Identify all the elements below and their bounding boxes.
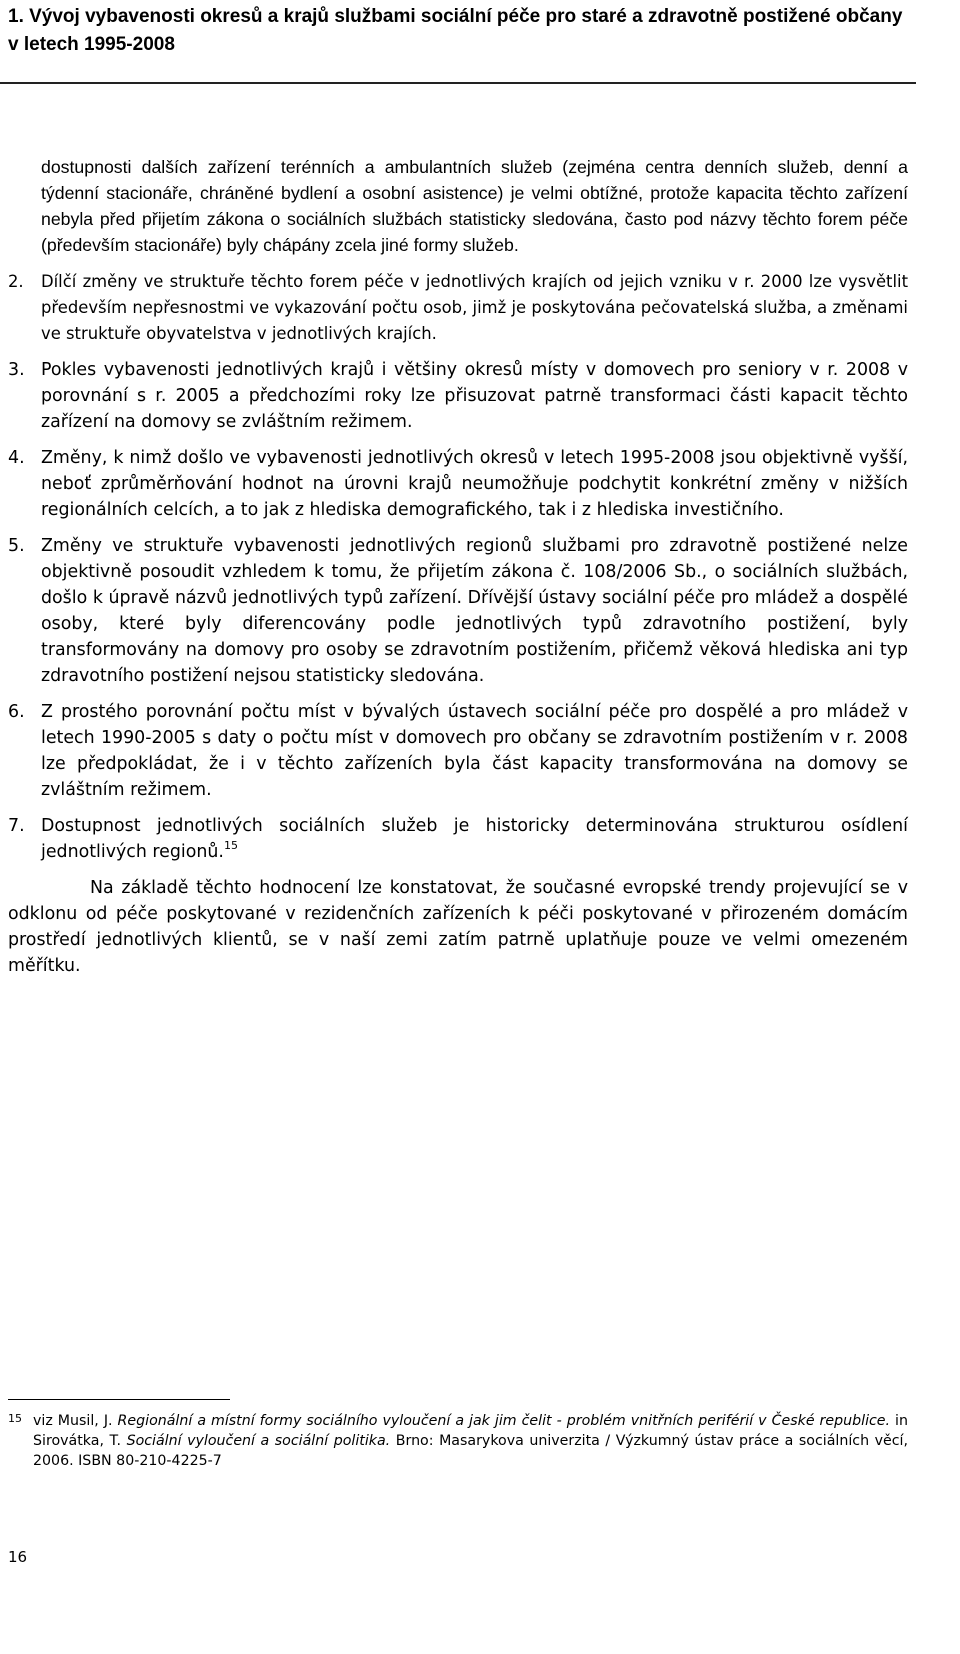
list-item <box>8 445 908 523</box>
page-header-title: 1. Vývoj vybavenosti okresů a krajů službami sociální péče pro staré a zdravotně postižené občany v letech 1995-2008 <box>8 6 903 55</box>
list-item-text: Pokles vybavenosti jednotlivých krajů i většiny okresů místy v domovech pro seniory v r. 2008 v porovnání s r. 2005 a předchozími roky lze přisuzovat patrně transformaci části kapacit těchto zařízení na domovy se zvláštním režimem. <box>41 360 908 432</box>
list-item <box>8 357 908 435</box>
main-content <box>8 154 908 979</box>
list-item <box>8 699 908 803</box>
list-item-text: Dílčí změny ve struktuře těchto forem péče v jednotlivých krajích od jejich vzniku v r. 2000 lze vysvětlit především nepřesnostmi ve vykazování počtu osob, jimž je poskytována pečovatelská služba, a změnami ve struktuře obyvatelstva v jednotlivých krajích. <box>41 272 908 343</box>
footnote-reference[interactable]: 15 <box>223 839 238 852</box>
list-item-number: 7. <box>8 816 25 836</box>
continued-paragraph: dostupnosti dalších zařízení terénních a ambulantních služeb (zejména centra denních služeb, denní a týdenní stacionáře, chráněné bydlení a osobní asistence) je velmi obtížné, protože kapacita těchto zařízení nebyla před přijetím zákona o sociálních službách statisticky sledována, často pod názvy těchto forem péče (především stacionáře) byly chápány zcela jiné formy služeb. <box>41 157 908 255</box>
footnote-suffix: Brno: Masarykova univerzita / Výzkumný ústav práce a sociálních věcí, 2006. ISBN 80-210-4225-7 <box>33 1433 908 1469</box>
footnote-title-2: Sociální vyloučení a sociální politika. <box>126 1433 391 1449</box>
findings-list <box>8 269 908 865</box>
list-item <box>8 813 908 865</box>
page-number: 16 <box>8 1548 28 1566</box>
footnote-middle: in Sirovátka, T. <box>33 1413 908 1449</box>
footnote <box>8 1411 908 1471</box>
list-item-text: Změny, k nimž došlo ve vybavenosti jednotlivých okresů v letech 1995-2008 jsou objektivně vyšší, neboť zprůměrňování hodnot na úrovni krajů neumožňuje podchytit konkrétní změny v nižších regionálních celcích, a to jak z hlediska demografického, tak i z hlediska investičního. <box>41 448 908 520</box>
footnote-text <box>33 1411 908 1471</box>
list-item-text: Z prostého porovnání počtu míst v bývalých ústavech sociální péče pro dospělé a pro mládež v letech 1990-2005 s daty o počtu míst v domovech pro občany se zdravotním postižením v r. 2008 lze předpokládat, že i v těchto zařízeních byla část kapacity transformována na domovy se zvláštním režimem. <box>41 702 908 800</box>
list-item <box>8 269 908 347</box>
list-item-text: Změny ve struktuře vybavenosti jednotlivých regionů službami pro zdravotně postižené nelze objektivně posoudit vzhledem k tomu, že přijetím zákona č. 108/2006 Sb., o sociálních službách, došlo k úpravě názvů jednotlivých typů zařízení. Dřívější ústavy sociální péče pro mládež a dospělé osoby, které byly diferencovány podle jednotlivých typů zdravotního postižení, byly transformovány na domovy pro osoby se zdravotním postižením, přičemž věková hlediska ani typ zdravotního postižení nejsou statisticky sledována. <box>41 536 908 686</box>
footnote-prefix: viz Musil, J. <box>33 1413 118 1429</box>
list-item-number: 3. <box>8 360 25 380</box>
list-item-number: 4. <box>8 448 25 468</box>
footnote-separator <box>8 1399 230 1400</box>
list-item <box>8 533 908 689</box>
footnote-title-1: Regionální a místní formy sociálního vyloučení a jak jim čelit - problém vnitřních periférií v České republice. <box>117 1413 891 1429</box>
list-item-number: 5. <box>8 536 25 556</box>
footnote-mark: 15 <box>8 1412 22 1425</box>
list-item-text: Dostupnost jednotlivých sociálních služeb je historicky determinována strukturou osídlení jednotlivých regionů. <box>41 816 908 862</box>
header-rule <box>0 82 916 84</box>
list-item-number: 2. <box>8 272 24 291</box>
list-item-number: 6. <box>8 702 25 722</box>
closing-paragraph: Na základě těchto hodnocení lze konstatovat, že současné evropské trendy projevující se v odklonu od péče poskytované v rezidenčních zařízeních k péči poskytované v přirozeném domácím prostředí jednotlivých klientů, se v naší zemi zatím patrně uplatňuje pouze ve velmi omezeném měřítku. <box>8 878 908 976</box>
